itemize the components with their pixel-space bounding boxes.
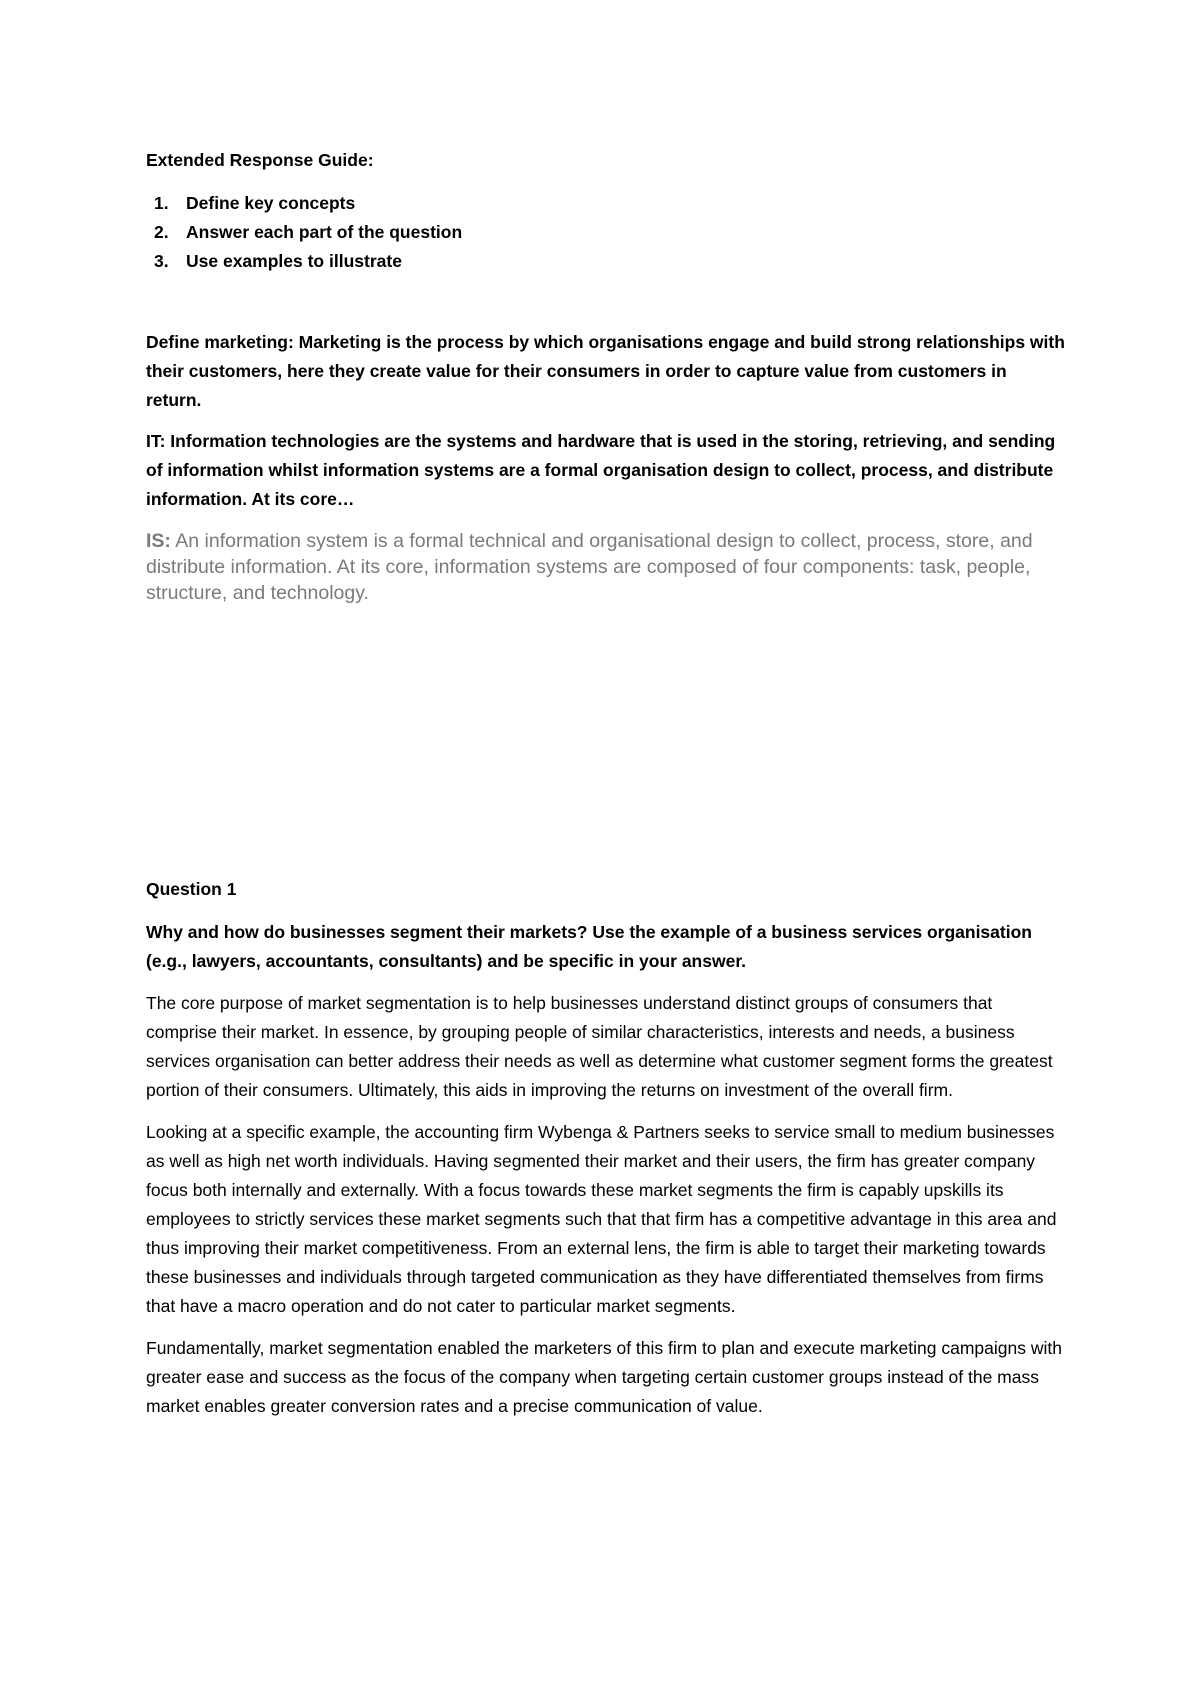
is-definition-text: An information system is a formal technical and organisational design to collect, process, store, and distribute information. At its core, information systems are composed of four components: task, people, structure, and technology. [146, 530, 1033, 604]
list-number: 3. [154, 251, 169, 271]
answer-paragraph: Fundamentally, market segmentation enabled the marketers of this firm to plan and execute marketing campaigns with greater ease and success as the focus of the company when targeting certain customer groups instead of the mass market enables greater conversion rates and a precise communication of value. [146, 1338, 1062, 1416]
marketing-definition: Define marketing: Marketing is the process by which organisations engage and build strong relationships with their customers, here they create value for their consumers in order to capture value from customers in return. [146, 332, 1065, 410]
question-prompt: Why and how do businesses segment their markets? Use the example of a business services organisation (e.g., lawyers, accountants, consultants) and be specific in your answer. [146, 922, 1032, 971]
is-definition [146, 528, 1066, 606]
it-definition: IT: Information technologies are the systems and hardware that is used in the storing, retrieving, and sending of information whilst information systems are a formal organisation design to collect, process, and distribute information. At its core… [146, 431, 1056, 509]
guide-title: Extended Response Guide: [146, 150, 374, 170]
is-label: IS: [146, 530, 171, 552]
guide-list [146, 189, 1066, 276]
guide-list-item [146, 247, 1066, 276]
list-item-text: Use examples to illustrate [186, 251, 402, 271]
list-item-text: Answer each part of the question [186, 222, 463, 242]
guide-list-item [146, 189, 1066, 218]
question-1-section [146, 875, 1066, 1434]
question-title: Question 1 [146, 879, 237, 899]
answer-paragraph: Looking at a specific example, the accounting firm Wybenga & Partners seeks to service small to medium businesses as well as high net worth individuals. Having segmented their market and their users, the firm has greater company focus both internally and externally. With a focus towards these market segments the firm is capably upskills its employees to strictly services these market segments such that that firm has a competitive advantage in this area and thus improving their market competitiveness. From an external lens, the firm is able to target their marketing towards these businesses and individuals through targeted communication as they have differentiated themselves from firms that have a macro operation and do not cater to particular market segments. [146, 1122, 1057, 1316]
answer-paragraph: The core purpose of market segmentation is to help businesses understand distinct groups of consumers that comprise their market. In essence, by grouping people of similar characteristics, interests and needs, a business services organisation can better address their needs as well as determine what customer segment forms the greatest portion of their consumers. Ultimately, this aids in improving the returns on investment of the overall firm. [146, 993, 1053, 1100]
list-number: 1. [154, 193, 169, 213]
list-number: 2. [154, 222, 169, 242]
guide-list-item [146, 218, 1066, 247]
guide-section [146, 146, 1066, 626]
list-item-text: Define key concepts [186, 193, 356, 213]
